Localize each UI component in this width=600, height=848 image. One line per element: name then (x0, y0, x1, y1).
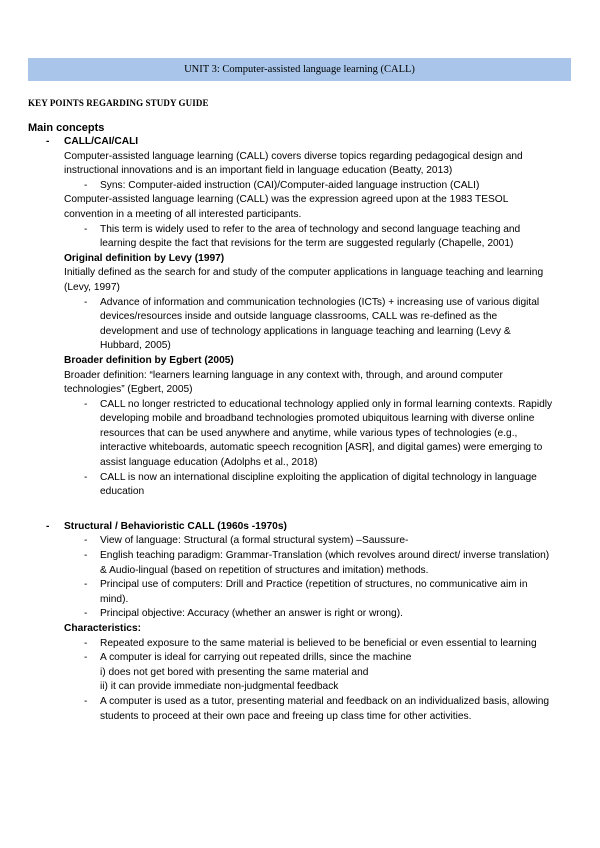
bullet-text: Syns: Computer-aided instruction (CAI)/Computer-aided language instruction (CALI) (100, 179, 480, 191)
subheading: Characteristics: (64, 623, 142, 634)
subheading: Original definition by Levy (1997) (64, 252, 225, 264)
bullet-item (0, 607, 600, 622)
bullet-dash: - (84, 550, 88, 562)
bullet-dash: - (46, 520, 50, 532)
section-title-text: CALL/CAI/CALI (64, 136, 139, 147)
document-body (0, 135, 600, 724)
bullet-item (0, 296, 600, 354)
bullet-item (0, 534, 600, 549)
section-title (0, 135, 600, 150)
bullet-item (0, 398, 600, 471)
bullet-dash: - (84, 695, 88, 707)
bullet-text: English teaching paradigm: Grammar-Translation (which revolves around direct/ inverse translation) & Audio-lingual (based on repetition of structures and imitation) methods. (100, 550, 550, 576)
bullet-dash: - (84, 398, 88, 410)
bullet-text: Advance of information and communication technologies (ICTs) + increasing use of various digital devices/resources inside and outside language classrooms, CALL was re-defined as the development and use of technology applications in language teaching and learning (Levy & Hubbard, 2005) (100, 296, 540, 352)
bullet-text: This term is widely used to refer to the area of technology and second language teaching and learning despite the fact that revisions for the term are suggested regularly (Chapelle, 2001) (100, 223, 521, 250)
bullet-text: CALL no longer restricted to educational technology applied only in formal learning contexts. Rapidly developing mobile and broadband technologies promoted ubiquitous learning with diverse online resources that can be used anywhere and anytime, while various types of technologies (e.g., interactive whiteboards, automatic speech recognition [ASR], and digital games) were emerging to assist language education (Adolphs et al., 2018) (100, 398, 553, 469)
bullet-text: Repeated exposure to the same material is believed to be beneficial or even essential to learning (100, 637, 537, 649)
key-points-heading: KEY POINTS REGARDING STUDY GUIDE (28, 98, 209, 108)
section (0, 520, 600, 724)
bullet-dash: - (84, 535, 88, 547)
section-title (0, 520, 600, 535)
paragraph: Initially defined as the search for and study of the computer applications in language teaching and learning (Levy, 1997) (64, 267, 544, 293)
section (0, 135, 600, 500)
bullet-line: A computer is ideal for carrying out repeated drills, since the machine (100, 652, 412, 664)
subheading: Broader definition by Egbert (2005) (64, 354, 234, 366)
bullet-text: View of language: Structural (a formal structural system) –Saussure- (100, 535, 409, 547)
bullet-item (0, 471, 600, 500)
bullet-dash: - (84, 637, 88, 649)
section-title-text: Structural / Behavioristic CALL (1960s -1970s) (64, 520, 287, 532)
bullet-dash: - (84, 471, 88, 483)
bullet-item (0, 695, 600, 724)
paragraph: Broader definition: “learners learning language in any context with, through, and around computer technologies” (Egbert, 2005) (64, 369, 503, 396)
main-concepts-heading: Main concepts (28, 122, 105, 134)
bullet-dash: - (84, 579, 88, 591)
paragraph: Computer-assisted language learning (CALL) was the expression agreed upon at the 1983 TESOL convention in a meeting of all interested participants. (64, 194, 508, 220)
bullet-dash: - (84, 652, 88, 664)
bullet-line: i) does not get bored with presenting the same material and (100, 666, 369, 678)
bullet-item (0, 223, 600, 252)
bullet-item (0, 651, 600, 695)
section-gap (0, 500, 600, 520)
bullet-text: A computer is used as a tutor, presenting material and feedback on an individualized basis, allowing students to proceed at their own pace and freeing up class time for other activities. (100, 695, 550, 722)
unit-title-banner (28, 58, 571, 81)
bullet-text: Principal objective: Accuracy (whether an answer is right or wrong). (100, 608, 403, 620)
bullet-line: ii) it can provide immediate non-judgmental feedback (100, 681, 339, 693)
bullet-dash: - (84, 296, 88, 308)
bullet-text: CALL is now an international discipline exploiting the application of digital technology in language education (100, 471, 537, 498)
bullet-item (0, 578, 600, 607)
bullet-item (0, 637, 600, 652)
unit-title: UNIT 3: Computer-assisted language learning (CALL) (184, 64, 415, 75)
bullet-text: Principal use of computers: Drill and Practice (repetition of structures, no communicative aim in mind). (100, 579, 528, 605)
bullet-item (0, 179, 600, 194)
bullet-dash: - (84, 608, 88, 620)
bullet-dash: - (46, 136, 50, 147)
bullet-dash: - (84, 179, 88, 191)
paragraph: Computer-assisted language learning (CALL) covers diverse topics regarding pedagogical design and instructional innovations and is an important field in language education (Beatty, 2013) (64, 150, 523, 177)
bullet-item (0, 549, 600, 578)
bullet-dash: - (84, 223, 88, 235)
